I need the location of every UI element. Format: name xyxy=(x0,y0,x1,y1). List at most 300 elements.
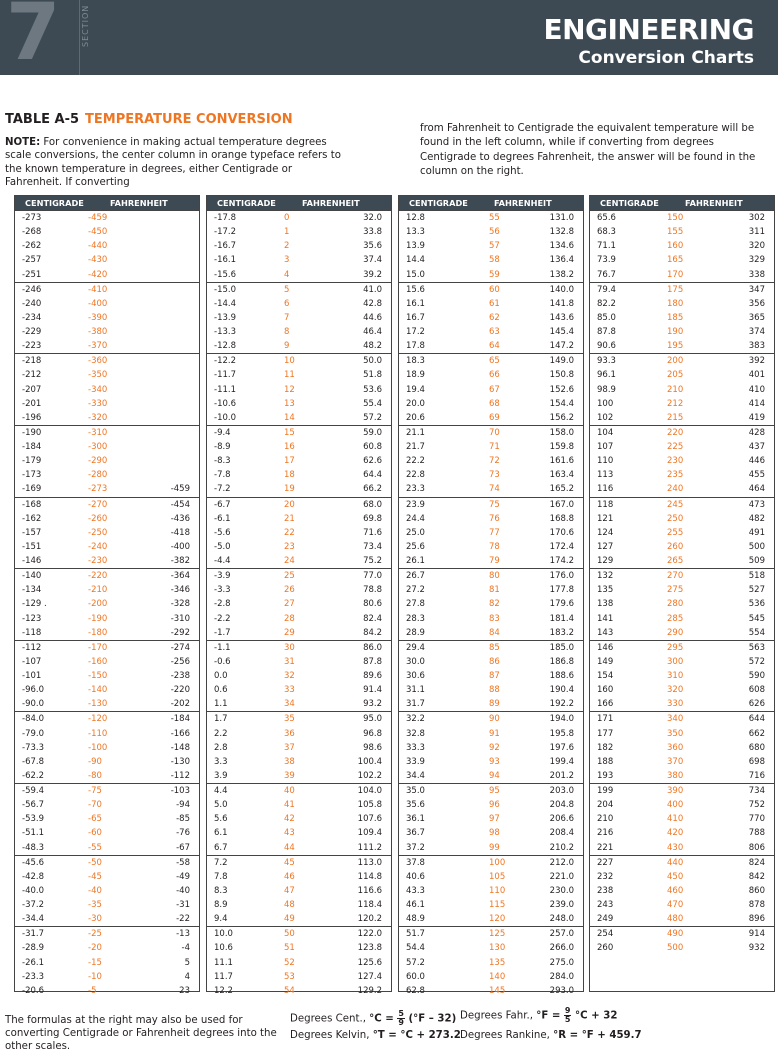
fahrenheit-value: 55.4 xyxy=(363,398,382,409)
fahrenheit-value: 87.8 xyxy=(363,656,382,667)
known-value: 77 xyxy=(489,527,500,538)
centigrade-value: 124 xyxy=(597,527,614,538)
table-row xyxy=(399,468,583,482)
known-value: -290 xyxy=(88,456,108,467)
fahrenheit-value: 145.4 xyxy=(549,327,574,337)
centigrade-value: 87.8 xyxy=(597,327,616,337)
fahrenheit-value: 932 xyxy=(748,943,765,954)
known-value: 72 xyxy=(489,456,500,467)
known-value: 280 xyxy=(667,599,684,610)
table-row xyxy=(15,741,199,755)
fahrenheit-value: 257.0 xyxy=(549,929,574,940)
centigrade-value: -107 xyxy=(22,656,42,667)
known-value: -459 xyxy=(88,213,108,223)
centigrade-value: -1.7 xyxy=(214,627,231,638)
centigrade-value: 17.2 xyxy=(406,327,425,337)
table-row xyxy=(399,826,583,840)
note-lead: NOTE: xyxy=(5,137,41,148)
table-row xyxy=(15,583,199,597)
fahrenheit-value: 132.8 xyxy=(549,227,574,238)
known-value: -400 xyxy=(88,298,108,309)
section-divider xyxy=(79,0,80,75)
known-value: 212 xyxy=(667,398,684,409)
fraction-numerator: 5 xyxy=(398,1009,404,1018)
centigrade-value: -5.6 xyxy=(214,527,231,538)
fahrenheit-value: 824 xyxy=(748,857,765,868)
known-value: 6 xyxy=(284,298,290,309)
known-value: 300 xyxy=(667,656,684,667)
centigrade-value: 24.4 xyxy=(406,513,425,524)
centigrade-value: -3.3 xyxy=(214,585,231,596)
fahrenheit-value: -13 xyxy=(176,929,190,940)
centigrade-value: -62.2 xyxy=(22,770,44,781)
known-value: 34 xyxy=(284,699,295,710)
table-row xyxy=(207,798,391,812)
known-value: 5 xyxy=(284,284,290,295)
centigrade-value: 82.2 xyxy=(597,298,616,309)
fahrenheit-value: 734 xyxy=(748,786,765,796)
row-group xyxy=(590,926,774,955)
known-value: 430 xyxy=(667,842,684,853)
table-row xyxy=(399,641,583,655)
fahrenheit-value: 914 xyxy=(748,929,765,940)
fahrenheit-value: -400 xyxy=(170,541,190,552)
fahrenheit-value: 39.2 xyxy=(363,269,382,280)
table-row xyxy=(15,554,199,568)
centigrade-value: 16.7 xyxy=(406,312,425,323)
centigrade-value: -13.9 xyxy=(214,312,236,323)
centigrade-value: 13.9 xyxy=(406,241,425,252)
table-row xyxy=(15,283,199,297)
known-value: 68 xyxy=(489,398,500,409)
known-value: 8 xyxy=(284,327,290,337)
known-value: 54 xyxy=(284,985,295,996)
centigrade-value: 26.1 xyxy=(406,556,425,566)
known-value: 13 xyxy=(284,398,295,409)
row-group xyxy=(207,282,391,354)
fahrenheit-value: -31 xyxy=(176,900,190,910)
centigrade-value: -2.2 xyxy=(214,613,231,624)
table-row xyxy=(207,383,391,397)
known-value: 60 xyxy=(489,284,500,295)
table-row xyxy=(590,440,774,454)
table-row xyxy=(399,884,583,898)
known-value: 17 xyxy=(284,456,295,467)
centigrade-value: -1.1 xyxy=(214,642,231,653)
centigrade-value: -190 xyxy=(22,427,42,438)
table-row xyxy=(207,826,391,840)
fahrenheit-value: 419 xyxy=(748,412,765,423)
table-row xyxy=(207,526,391,540)
centigrade-value: -212 xyxy=(22,370,42,381)
fahrenheit-value: 563 xyxy=(748,642,765,653)
fahrenheit-value: 212.0 xyxy=(549,857,574,868)
centigrade-value: -8.3 xyxy=(214,456,231,467)
row-group xyxy=(590,568,774,640)
centigrade-value: 260 xyxy=(597,943,614,954)
fahrenheit-value: 203.0 xyxy=(549,786,574,796)
centigrade-value: 35.0 xyxy=(406,786,425,796)
row-group xyxy=(15,282,199,354)
centigrade-value: -11.7 xyxy=(214,370,236,381)
table-row xyxy=(399,311,583,325)
table-row xyxy=(15,383,199,397)
known-value: 78 xyxy=(489,541,500,552)
centigrade-value: 79.4 xyxy=(597,284,616,295)
table-row xyxy=(207,325,391,339)
known-value: 180 xyxy=(667,298,684,309)
fahrenheit-value: -328 xyxy=(170,599,190,610)
table-row xyxy=(590,297,774,311)
known-value: 37 xyxy=(284,742,295,753)
table-row xyxy=(590,283,774,297)
footer-text: The formulas at the right may also be used for converting Centigrade or Fahrenheit degrees into the other scales. xyxy=(5,1015,277,1052)
fahrenheit-value: 536 xyxy=(748,599,765,610)
known-value: -250 xyxy=(88,527,108,538)
table-row xyxy=(207,339,391,353)
row-group xyxy=(15,926,199,998)
centigrade-value: -268 xyxy=(22,227,42,238)
table-row xyxy=(399,898,583,912)
centigrade-value: -59.4 xyxy=(22,786,44,796)
fahrenheit-value: 113.0 xyxy=(357,857,382,868)
centigrade-value: 46.1 xyxy=(406,900,425,910)
table-row xyxy=(207,583,391,597)
formula-label: Degrees Kelvin, xyxy=(290,1030,373,1041)
known-value: 35 xyxy=(284,714,295,725)
centigrade-value: 11.1 xyxy=(214,957,233,968)
table-row xyxy=(207,569,391,583)
row-group xyxy=(590,497,774,569)
centigrade-value: 227 xyxy=(597,857,614,868)
fahrenheit-value: 104.0 xyxy=(357,786,382,796)
centigrade-value: 31.1 xyxy=(406,685,425,696)
fahrenheit-value: -58 xyxy=(176,857,190,868)
centigrade-value: -201 xyxy=(22,398,42,409)
table-row xyxy=(399,339,583,353)
table-column xyxy=(589,195,775,992)
table-row xyxy=(590,211,774,225)
known-value: -100 xyxy=(88,742,108,753)
centigrade-value: -196 xyxy=(22,412,42,423)
centigrade-value: 25.6 xyxy=(406,541,425,552)
header-title: ENGINEERING xyxy=(543,13,754,46)
table-row xyxy=(15,482,199,496)
centigrade-value: -79.0 xyxy=(22,728,44,739)
known-value: -130 xyxy=(88,699,108,710)
table-row xyxy=(207,311,391,325)
fahrenheit-value: 248.0 xyxy=(549,914,574,925)
table-row xyxy=(207,655,391,669)
centigrade-value: -3.9 xyxy=(214,571,231,582)
known-value: -90 xyxy=(88,756,102,767)
table-row xyxy=(207,468,391,482)
known-value: 330 xyxy=(667,699,684,710)
known-value: -330 xyxy=(88,398,108,409)
table-row xyxy=(15,683,199,697)
table-row xyxy=(399,927,583,941)
centigrade-value: 28.3 xyxy=(406,613,425,624)
known-value: 245 xyxy=(667,499,684,510)
table-row xyxy=(590,526,774,540)
centigrade-value: 6.1 xyxy=(214,828,228,839)
known-value: 62 xyxy=(489,312,500,323)
table-row xyxy=(15,912,199,926)
centigrade-value: -51.1 xyxy=(22,828,44,839)
table-row xyxy=(207,498,391,512)
centigrade-value: 15.0 xyxy=(406,269,425,280)
known-value: 87 xyxy=(489,671,500,681)
table-row xyxy=(590,927,774,941)
known-value: 24 xyxy=(284,556,295,566)
fahrenheit-value: -130 xyxy=(170,756,190,767)
table-row xyxy=(399,397,583,411)
table-row xyxy=(399,512,583,526)
table-column xyxy=(14,195,200,996)
known-value: 45 xyxy=(284,857,295,868)
row-group xyxy=(590,425,774,497)
fahrenheit-value: -382 xyxy=(170,556,190,566)
known-value: -220 xyxy=(88,571,108,582)
known-value: 125 xyxy=(489,929,506,940)
table-row xyxy=(590,712,774,726)
column-header xyxy=(15,196,199,210)
fahrenheit-value: 383 xyxy=(748,341,765,352)
fahrenheit-value: 293.0 xyxy=(549,985,574,996)
known-value: 200 xyxy=(667,356,684,367)
table-row xyxy=(590,826,774,840)
table-row xyxy=(590,741,774,755)
fahrenheit-value: 446 xyxy=(748,456,765,467)
known-value: -210 xyxy=(88,585,108,596)
fahrenheit-value: 116.6 xyxy=(357,885,382,896)
centigrade-value: 188 xyxy=(597,756,614,767)
fahrenheit-value: 500 xyxy=(748,541,765,552)
centigrade-value: 141 xyxy=(597,613,614,624)
table-row xyxy=(15,540,199,554)
formula-kelvin xyxy=(290,1030,461,1041)
fahrenheit-value: 93.2 xyxy=(363,699,382,710)
table-row xyxy=(15,870,199,884)
table-row xyxy=(399,297,583,311)
table-row xyxy=(207,554,391,568)
fahrenheit-value: 338 xyxy=(748,269,765,280)
centigrade-value: 22.8 xyxy=(406,470,425,481)
table-row xyxy=(399,354,583,368)
known-value: -30 xyxy=(88,914,102,925)
centigrade-value: 43.3 xyxy=(406,885,425,896)
known-value: 27 xyxy=(284,599,295,610)
fahrenheit-value: -256 xyxy=(170,656,190,667)
table-row xyxy=(207,454,391,468)
centigrade-value: 7.8 xyxy=(214,871,228,882)
fahrenheit-value: 77.0 xyxy=(363,571,382,582)
centigrade-value: 19.4 xyxy=(406,384,425,395)
centigrade-value: -2.8 xyxy=(214,599,231,610)
table-row xyxy=(399,912,583,926)
header-fahrenheit: FAHRENHEIT xyxy=(110,198,168,208)
table-row xyxy=(15,798,199,812)
table-row xyxy=(207,970,391,984)
table-row xyxy=(207,683,391,697)
centigrade-value: 8.3 xyxy=(214,885,228,896)
table-column xyxy=(398,195,584,996)
fahrenheit-value: 374 xyxy=(748,327,765,337)
table-row xyxy=(590,912,774,926)
fahrenheit-value: 410 xyxy=(748,384,765,395)
known-value: 400 xyxy=(667,800,684,811)
known-value: 40 xyxy=(284,786,295,796)
fahrenheit-value: 118.4 xyxy=(357,900,382,910)
centigrade-value: 48.9 xyxy=(406,914,425,925)
table-row xyxy=(590,784,774,798)
table-row xyxy=(15,956,199,970)
known-value: 48 xyxy=(284,900,295,910)
known-value: 230 xyxy=(667,456,684,467)
known-value: 38 xyxy=(284,756,295,767)
table-row xyxy=(207,253,391,267)
fahrenheit-value: 329 xyxy=(748,255,765,266)
fahrenheit-value: 698 xyxy=(748,756,765,767)
fahrenheit-value: -94 xyxy=(176,800,190,811)
fahrenheit-value: 509 xyxy=(748,556,765,566)
row-group xyxy=(15,640,199,712)
centigrade-value: 0.6 xyxy=(214,685,228,696)
known-value: -390 xyxy=(88,312,108,323)
table-row xyxy=(15,512,199,526)
fahrenheit-value: 239.0 xyxy=(549,900,574,910)
row-group xyxy=(15,353,199,425)
table-row xyxy=(399,970,583,984)
centigrade-value: -162 xyxy=(22,513,42,524)
fahrenheit-value: 53.6 xyxy=(363,384,382,395)
known-value: -150 xyxy=(88,671,108,681)
row-group xyxy=(207,926,391,998)
centigrade-value: 116 xyxy=(597,484,614,495)
centigrade-value: -262 xyxy=(22,241,42,252)
note-right: from Fahrenheit to Centigrade the equivalent temperature will be found in the left column, while if converting from degrees Centigrade to degrees Fahrenheit, the answer will be found in the column on the right. xyxy=(420,123,756,177)
centigrade-value: -246 xyxy=(22,284,42,295)
known-value: 80 xyxy=(489,571,500,582)
row-group xyxy=(207,640,391,712)
centigrade-value: 17.8 xyxy=(406,341,425,352)
known-value: 285 xyxy=(667,613,684,624)
known-value: -80 xyxy=(88,770,102,781)
centigrade-value: 149 xyxy=(597,656,614,667)
fahrenheit-value: 109.4 xyxy=(357,828,382,839)
table-row xyxy=(590,225,774,239)
centigrade-value: 57.2 xyxy=(406,957,425,968)
centigrade-value: 36.1 xyxy=(406,814,425,825)
fahrenheit-value: 491 xyxy=(748,527,765,538)
centigrade-value: -179 xyxy=(22,456,42,467)
fahrenheit-value: 86.0 xyxy=(363,642,382,653)
table-row xyxy=(15,426,199,440)
known-value: -170 xyxy=(88,642,108,653)
fahrenheit-value: 140.0 xyxy=(549,284,574,295)
centigrade-value: 199 xyxy=(597,786,614,796)
known-value: -20 xyxy=(88,943,102,954)
fraction xyxy=(397,1010,405,1027)
fahrenheit-value: 138.2 xyxy=(549,269,574,280)
centigrade-value: 14.4 xyxy=(406,255,425,266)
fahrenheit-value: 172.4 xyxy=(549,541,574,552)
centigrade-value: -15.0 xyxy=(214,284,236,295)
known-value: 255 xyxy=(667,527,684,538)
fahrenheit-value: 194.0 xyxy=(549,714,574,725)
table-row xyxy=(15,655,199,669)
centigrade-value: 60.0 xyxy=(406,971,425,982)
known-value: 160 xyxy=(667,241,684,252)
known-value: -55 xyxy=(88,842,102,853)
table-row xyxy=(399,225,583,239)
table-row xyxy=(207,927,391,941)
formula-rhs: (°F – 32) xyxy=(404,1013,457,1025)
table-row xyxy=(207,540,391,554)
fahrenheit-value: 221.0 xyxy=(549,871,574,882)
centigrade-value: 102 xyxy=(597,412,614,423)
centigrade-value: 232 xyxy=(597,871,614,882)
table-row xyxy=(399,856,583,870)
known-value: 86 xyxy=(489,656,500,667)
fahrenheit-value: 320 xyxy=(748,241,765,252)
fahrenheit-value: 167.0 xyxy=(549,499,574,510)
table-row xyxy=(207,268,391,282)
table-row xyxy=(590,727,774,741)
centigrade-value: 3.9 xyxy=(214,770,228,781)
row-group xyxy=(590,640,774,712)
known-value: -75 xyxy=(88,786,102,796)
fahrenheit-value: 159.8 xyxy=(549,442,574,452)
centigrade-value: 3.3 xyxy=(214,756,228,767)
known-value: 320 xyxy=(667,685,684,696)
centigrade-value: 28.9 xyxy=(406,627,425,638)
fahrenheit-value: 150.8 xyxy=(549,370,574,381)
known-value: -320 xyxy=(88,412,108,423)
table-row xyxy=(15,211,199,225)
fahrenheit-value: 75.2 xyxy=(363,556,382,566)
centigrade-value: 118 xyxy=(597,499,614,510)
centigrade-value: 154 xyxy=(597,671,614,681)
known-value: 44 xyxy=(284,842,295,853)
fahrenheit-value: 161.6 xyxy=(549,456,574,467)
table-row xyxy=(590,311,774,325)
known-value: -60 xyxy=(88,828,102,839)
fahrenheit-value: 35.6 xyxy=(363,241,382,252)
fahrenheit-value: 644 xyxy=(748,714,765,725)
known-value: -430 xyxy=(88,255,108,266)
known-value: 185 xyxy=(667,312,684,323)
fahrenheit-value: 149.0 xyxy=(549,356,574,367)
table-row xyxy=(15,812,199,826)
table-row xyxy=(590,769,774,783)
known-value: 270 xyxy=(667,571,684,582)
known-value: 265 xyxy=(667,556,684,566)
centigrade-value: -42.8 xyxy=(22,871,44,882)
fahrenheit-value: 473 xyxy=(748,499,765,510)
note-left-text: For convenience in making actual temperature degrees scale conversions, the center column in orange typeface refers to the known temperature in degrees, either Centigrade or Fahrenheit. If converting xyxy=(5,137,341,188)
centigrade-value: 4.4 xyxy=(214,786,228,796)
table-row xyxy=(207,440,391,454)
known-value: 91 xyxy=(489,728,500,739)
known-value: 7 xyxy=(284,312,290,323)
known-value: -70 xyxy=(88,800,102,811)
known-value: 28 xyxy=(284,613,295,624)
centigrade-value: -15.6 xyxy=(214,269,236,280)
centigrade-value: 62.8 xyxy=(406,985,425,996)
table-row xyxy=(590,626,774,640)
centigrade-value: -14.4 xyxy=(214,298,236,309)
